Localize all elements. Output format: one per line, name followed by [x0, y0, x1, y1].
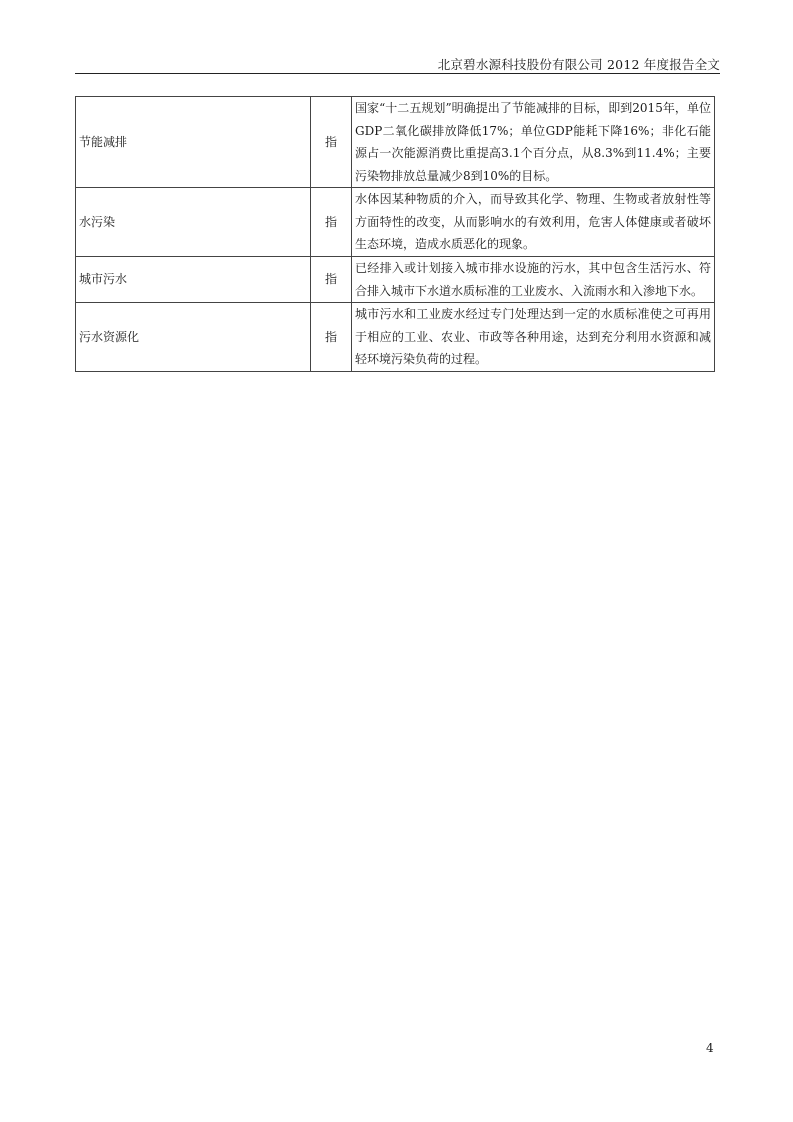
table-row: [76, 303, 715, 372]
term-cell: 污水资源化: [76, 303, 311, 372]
glossary-table: [75, 96, 715, 372]
definition-cell: 已经排入或计划接入城市排水设施的污水，其中包含生活污水、符合排入城市下水道水质标准的工业废水、入流雨水和入渗地下水。: [352, 257, 715, 303]
table-row: [76, 97, 715, 188]
relation-cell: 指: [311, 97, 352, 188]
definition-cell: 城市污水和工业废水经过专门处理达到一定的水质标准使之可再用于相应的工业、农业、市政等各种用途，达到充分利用水资源和减轻环境污染负荷的过程。: [352, 303, 715, 372]
definition-cell: 水体因某种物质的介入，而导致其化学、物理、生物或者放射性等方面特性的改变，从而影响水的有效利用，危害人体健康或者破坏生态环境，造成水质恶化的现象。: [352, 188, 715, 257]
table-row: [76, 188, 715, 257]
relation-cell: 指: [311, 188, 352, 257]
page-number: 4: [706, 1041, 714, 1055]
report-title: 北京碧水源科技股份有限公司 2012 年度报告全文: [437, 57, 720, 72]
page-header: [75, 53, 720, 74]
relation-cell: 指: [311, 257, 352, 303]
term-cell: 城市污水: [76, 257, 311, 303]
table-row: [76, 257, 715, 303]
term-cell: 水污染: [76, 188, 311, 257]
definition-cell: 国家“十二五规划”明确提出了节能减排的目标，即到2015年，单位GDP二氧化碳排放降低17%；单位GDP能耗下降16%；非化石能源占一次能源消费比重提高3.1个百分点，从8.3%到11.4%；主要污染物排放总量减少8到10%的目标。: [352, 97, 715, 188]
relation-cell: 指: [311, 303, 352, 372]
term-cell: 节能减排: [76, 97, 311, 188]
